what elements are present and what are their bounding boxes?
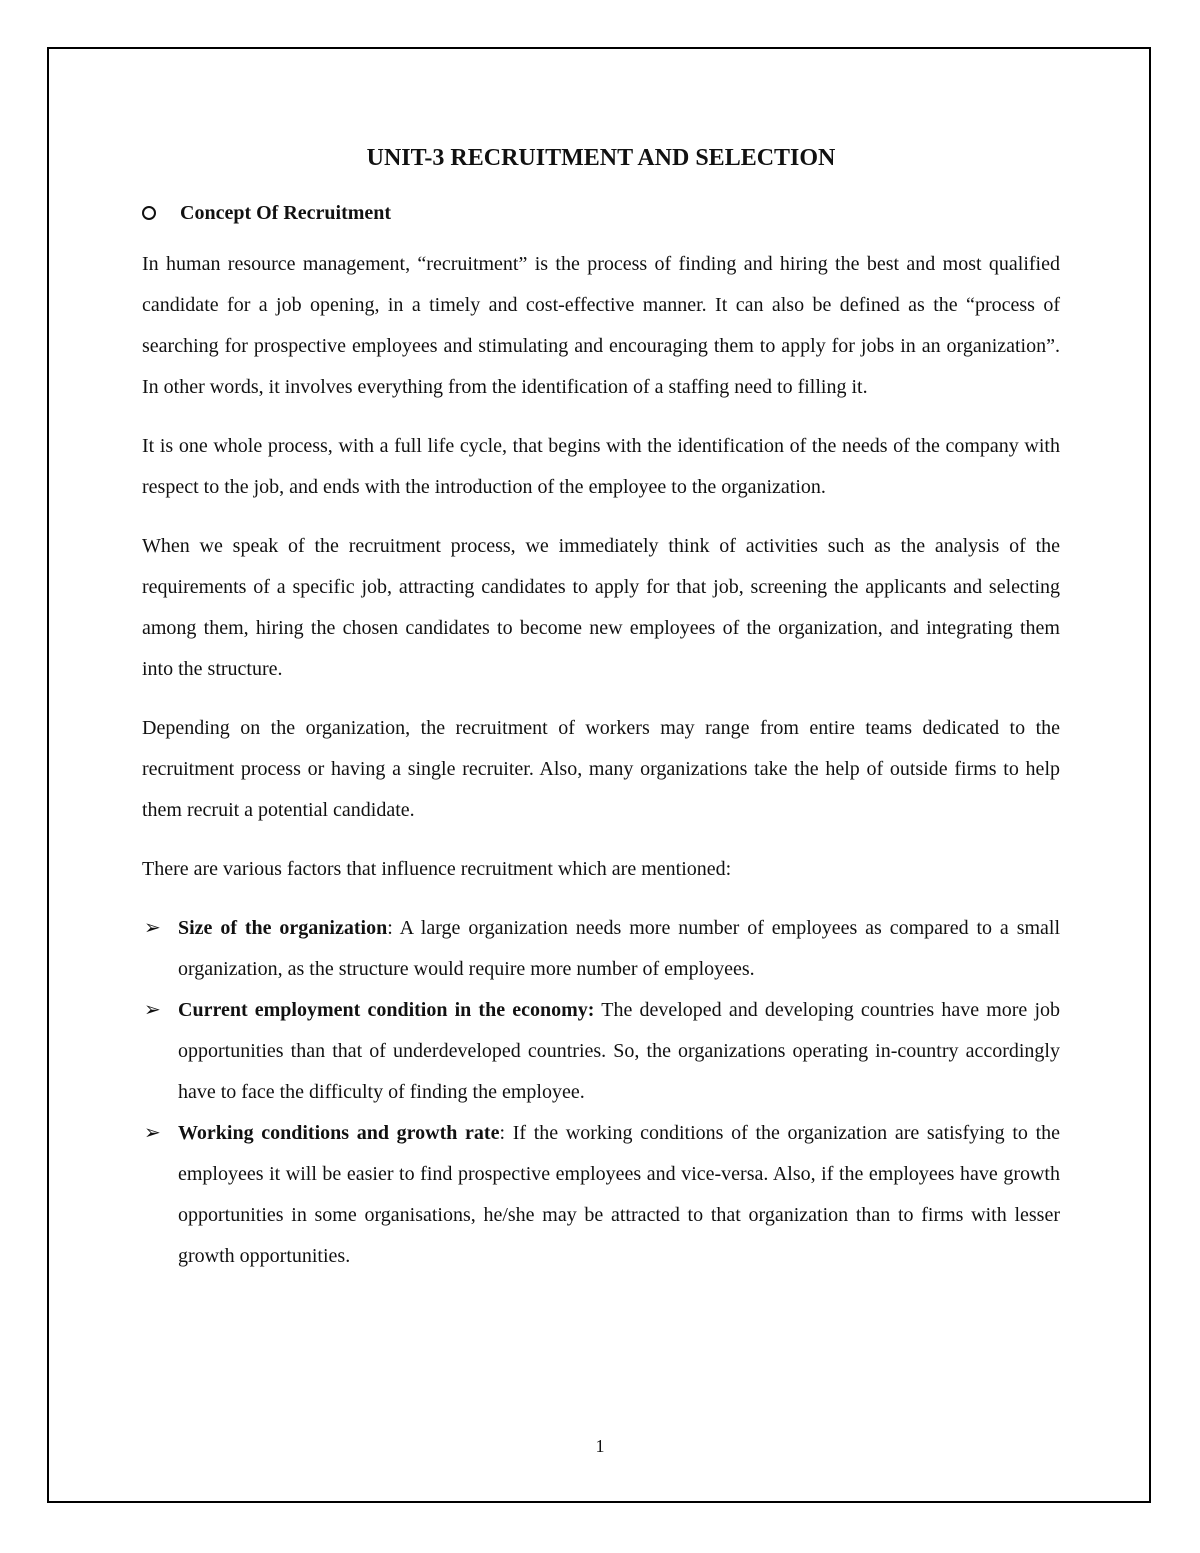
paragraph: When we speak of the recruitment process, we immediately think of activities such as the analysis of the requirements of a specific job, attracting candidates to apply for that job, screening the applicants and selecting among them, hiring the chosen candidates to become new employees of the organization, and integrating them into the structure. xyxy=(142,535,1060,680)
list-item-text: If the working conditions of the organization are satisfying to the employees it will be easier to find prospective employees and vice-versa. Also, if the employees have growth opportunities in some organisations, he/she may be attracted to that organization than to firms with lesser growth opportunities. xyxy=(178,1122,1061,1267)
list-item-text: A large organization needs more number of employees as compared to a small organization, as the structure would require more number of employees. xyxy=(178,917,1061,980)
paragraph: It is one whole process, with a full life cycle, that begins with the identification of the needs of the company with respect to the job, and ends with the introduction of the employee to the organization. xyxy=(142,435,1060,498)
factors-list xyxy=(142,908,1060,1277)
page-title: UNIT-3 RECRUITMENT AND SELECTION xyxy=(366,145,836,171)
circle-bullet-icon xyxy=(142,206,156,220)
document-body xyxy=(142,140,1060,1277)
paragraph: There are various factors that influence recruitment which are mentioned: xyxy=(142,858,732,880)
arrow-bullet-icon: ➢ xyxy=(144,917,161,939)
list-item-separator: : xyxy=(387,917,400,939)
section-heading-text: Concept Of Recruitment xyxy=(180,202,392,224)
list-item xyxy=(142,990,1060,1113)
list-item xyxy=(142,908,1060,990)
paragraph: In human resource management, “recruitment” is the process of finding and hiring the best and most qualified candidate for a job opening, in a timely and cost-effective manner. It can also be defined as the “process of searching for prospective employees and stimulating and encouraging them to apply for jobs in an organization”. In other words, it involves everything from the identification of a staffing need to filling it. xyxy=(142,253,1060,398)
arrow-bullet-icon: ➢ xyxy=(144,999,161,1021)
list-item-separator: : xyxy=(499,1122,513,1144)
paragraph: Depending on the organization, the recruitment of workers may range from entire teams dedicated to the recruitment process or having a single recruiter. Also, many organizations take the help of outside firms to help them recruit a potential candidate. xyxy=(142,717,1060,821)
list-item-heading: Current employment condition in the economy: xyxy=(178,999,595,1021)
list-item-heading: Working conditions and growth rate xyxy=(178,1122,500,1144)
list-item-heading: Size of the organization xyxy=(178,917,388,939)
list-item-text: The developed and developing countries have more job opportunities than that of underdeveloped countries. So, the organizations operating in-country accordingly have to face the difficulty of finding the employee. xyxy=(178,999,1061,1103)
list-item xyxy=(142,1113,1060,1277)
page-number: 1 xyxy=(595,1436,605,1456)
section-heading xyxy=(142,198,1060,228)
arrow-bullet-icon: ➢ xyxy=(144,1122,161,1144)
